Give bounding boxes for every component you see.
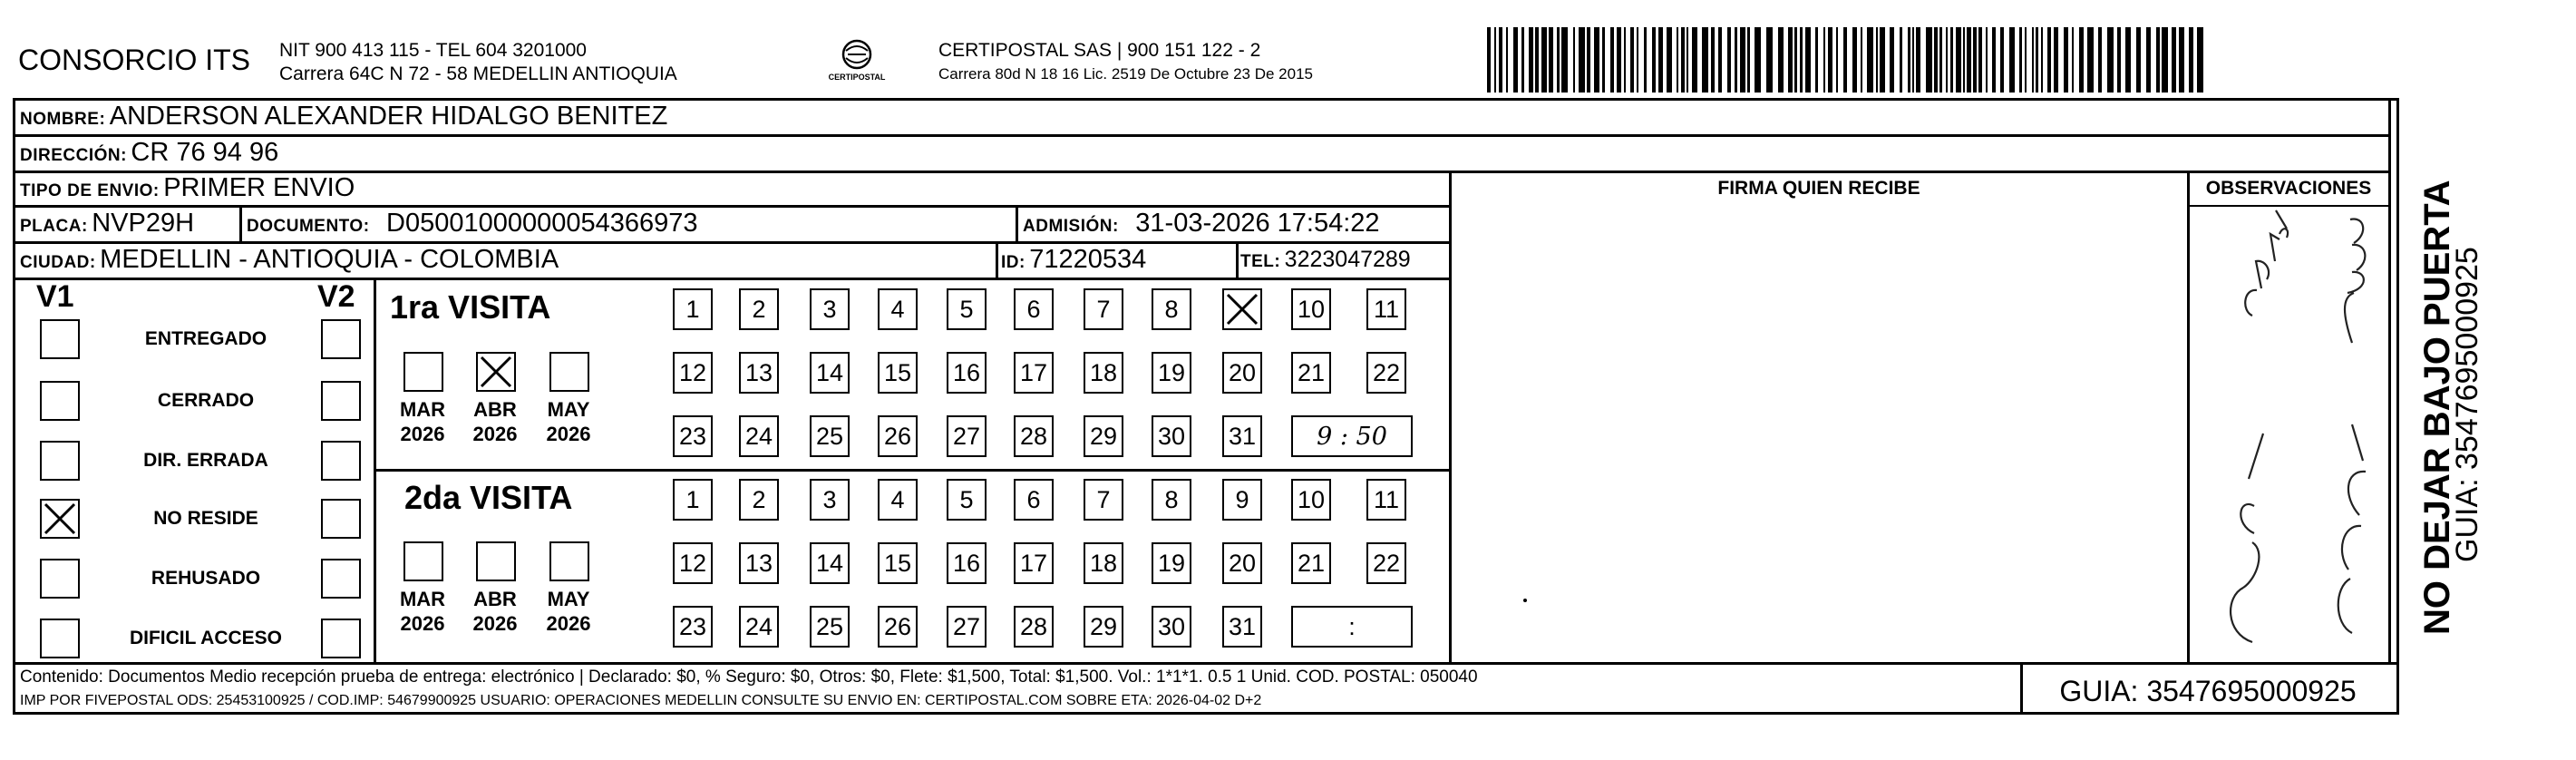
day-box[interactable]: 4 (878, 479, 918, 521)
documento-value: D05001000000054366973 (386, 209, 698, 238)
day-box[interactable]: 20 (1222, 352, 1262, 394)
v1-checkbox[interactable] (40, 619, 80, 658)
tel-row (1240, 247, 1411, 273)
day-box[interactable]: 26 (878, 415, 918, 457)
ciudad-label: CIUDAD: (20, 253, 96, 272)
footer-guia: GUIA: 3547695000925 (2059, 675, 2357, 707)
day-box[interactable]: 23 (673, 415, 713, 457)
admision-value: 31-03-2026 17:54:22 (1135, 209, 1380, 238)
day-box[interactable]: 29 (1084, 606, 1123, 648)
direccion-label: DIRECCIÓN: (20, 146, 127, 165)
day-box[interactable]: 1 (673, 288, 713, 330)
id-label: ID: (1001, 253, 1026, 272)
day-box[interactable]: 18 (1084, 542, 1123, 584)
month-label: ABR 2026 (472, 398, 518, 445)
ciudad-value: MEDELLIN - ANTIOQUIA - COLOMBIA (100, 245, 559, 274)
v2-checkbox[interactable] (321, 499, 361, 539)
day-box[interactable]: 25 (810, 606, 850, 648)
day-box[interactable]: 30 (1152, 606, 1191, 648)
day-box[interactable]: 31 (1222, 415, 1262, 457)
day-box[interactable]: 11 (1366, 288, 1406, 330)
logo-text: CERTIPOSTAL (828, 73, 886, 82)
day-box[interactable]: 16 (947, 352, 987, 394)
v2-checkbox[interactable] (321, 441, 361, 481)
day-box[interactable]: 12 (673, 542, 713, 584)
day-box[interactable]: 30 (1152, 415, 1191, 457)
month-label: MAR 2026 (399, 398, 446, 445)
month-label: MAR 2026 (399, 588, 446, 635)
day-box[interactable]: 21 (1291, 352, 1331, 394)
footer-line1: Contenido: Documentos Medio recepción prueba de entrega: electrónico | Declarado: $0, % Seguro: $0, Otros: $0, Flete: $1,500, Total: $1,500. Vol.: 1*1*1. 0.5 1 Unid. COD. POSTAL: 050040 (20, 667, 1478, 687)
placa-label: PLACA: (20, 217, 88, 236)
admision-row (1023, 209, 1380, 239)
direccion-value: CR 76 94 96 (131, 138, 279, 167)
status-label: ENTREGADO (144, 328, 267, 349)
day-box[interactable]: 13 (739, 542, 779, 584)
day-box[interactable]: 12 (673, 352, 713, 394)
time-box[interactable]: : (1291, 606, 1413, 648)
day-box[interactable]: 8 (1152, 479, 1191, 521)
day-box[interactable]: 8 (1152, 288, 1191, 330)
month-label: MAY 2026 (546, 588, 591, 635)
day-box[interactable]: 29 (1084, 415, 1123, 457)
day-box[interactable]: 14 (810, 352, 850, 394)
day-box[interactable] (1222, 288, 1262, 330)
time-box[interactable]: 9 : 50 (1291, 415, 1413, 457)
placa-row (20, 209, 194, 239)
barcode (1487, 27, 2212, 93)
v2-checkbox[interactable] (321, 559, 361, 599)
day-box[interactable]: 27 (947, 415, 987, 457)
admision-label: ADMISIÓN: (1023, 217, 1119, 236)
day-box[interactable]: 28 (1014, 606, 1054, 648)
v2-checkbox[interactable] (321, 381, 361, 421)
day-box[interactable]: 14 (810, 542, 850, 584)
month-checkbox[interactable] (549, 352, 589, 392)
observaciones-label: OBSERVACIONES (2205, 178, 2372, 199)
firma-box (1453, 207, 2185, 660)
day-box[interactable]: 17 (1014, 352, 1054, 394)
v1-checkbox[interactable] (40, 441, 80, 481)
v1-checkbox[interactable] (40, 559, 80, 599)
footer-line2: IMP POR FIVEPOSTAL ODS: 25453100925 / COD.IMP: 54679900925 USUARIO: OPERACIONES MEDELLIN CONSULTE SU ENVIO EN: CERTIPOSTAL.COM SOBRE ETA: 2026-04-02 D+2 (20, 693, 1262, 708)
month-checkbox[interactable] (476, 352, 516, 392)
day-box[interactable]: 9 (1222, 479, 1262, 521)
day-box[interactable]: 24 (739, 415, 779, 457)
day-box[interactable]: 16 (947, 542, 987, 584)
status-label: DIR. ERRADA (143, 450, 268, 471)
nombre-label: NOMBRE: (20, 110, 106, 129)
firma-label: FIRMA QUIEN RECIBE (1717, 178, 1920, 199)
day-box[interactable]: 19 (1152, 352, 1191, 394)
tel-value: 3223047289 (1284, 247, 1411, 272)
day-box[interactable]: 26 (878, 606, 918, 648)
day-box[interactable]: 21 (1291, 542, 1331, 584)
day-box[interactable]: 3 (810, 288, 850, 330)
v1-label: V1 (36, 279, 74, 314)
day-box[interactable]: 13 (739, 352, 779, 394)
day-box[interactable]: 23 (673, 606, 713, 648)
company-nit: NIT 900 413 115 - TEL 604 3201000 (279, 40, 587, 61)
tipo-label: TIPO DE ENVIO: (20, 181, 160, 200)
side-guia: GUIA: 3547695000925 (2450, 247, 2484, 562)
day-box[interactable]: 15 (878, 352, 918, 394)
v2-label: V2 (317, 279, 355, 314)
day-box[interactable]: 5 (947, 288, 987, 330)
placa-value: NVP29H (92, 209, 195, 238)
company-address: Carrera 64C N 72 - 58 MEDELLIN ANTIOQUIA (279, 63, 677, 84)
direccion-row (20, 138, 278, 168)
v2-checkbox[interactable] (321, 619, 361, 658)
day-box[interactable]: 2 (739, 479, 779, 521)
certi-address: Carrera 80d N 18 16 Lic. 2519 De Octubre 23 De 2015 (938, 65, 1313, 83)
day-box[interactable]: 22 (1366, 542, 1406, 584)
day-box[interactable]: 10 (1291, 288, 1331, 330)
month-label: ABR 2026 (472, 588, 518, 635)
month-label: MAY 2026 (546, 398, 591, 445)
day-box[interactable]: 3 (810, 479, 850, 521)
visita2-title: 2da VISITA (404, 479, 573, 516)
day-box[interactable]: 6 (1014, 288, 1054, 330)
day-box[interactable]: 27 (947, 606, 987, 648)
day-box[interactable]: 25 (810, 415, 850, 457)
documento-row (247, 209, 698, 239)
day-box[interactable]: 20 (1222, 542, 1262, 584)
day-box[interactable]: 18 (1084, 352, 1123, 394)
month-checkbox[interactable] (403, 352, 443, 392)
day-box[interactable]: 7 (1084, 288, 1123, 330)
day-box[interactable]: 24 (739, 606, 779, 648)
day-box[interactable]: 4 (878, 288, 918, 330)
day-box[interactable]: 11 (1366, 479, 1406, 521)
ciudad-row (20, 245, 559, 275)
status-label: DIFICIL ACCESO (129, 628, 282, 648)
tipo-row (20, 173, 355, 203)
day-box[interactable]: 5 (947, 479, 987, 521)
nombre-row (20, 102, 667, 132)
observaciones-handwriting (2189, 207, 2388, 660)
status-label: NO RESIDE (153, 508, 258, 529)
day-box[interactable]: 31 (1222, 606, 1262, 648)
day-box[interactable]: 7 (1084, 479, 1123, 521)
day-box[interactable]: 19 (1152, 542, 1191, 584)
company-name: CONSORCIO ITS (18, 44, 251, 76)
nombre-value: ANDERSON ALEXANDER HIDALGO BENITEZ (109, 102, 668, 131)
day-box[interactable]: 1 (673, 479, 713, 521)
v1-checkbox[interactable] (40, 319, 80, 359)
month-checkbox[interactable] (476, 541, 516, 581)
day-box[interactable]: 17 (1014, 542, 1054, 584)
month-checkbox[interactable] (549, 541, 589, 581)
day-box[interactable]: 10 (1291, 479, 1331, 521)
day-box[interactable]: 15 (878, 542, 918, 584)
visita1-title: 1ra VISITA (390, 288, 551, 326)
day-box[interactable]: 28 (1014, 415, 1054, 457)
side-warning: NO DEJAR BAJO PUERTA (2417, 180, 2457, 635)
day-box[interactable]: 6 (1014, 479, 1054, 521)
v2-checkbox[interactable] (321, 319, 361, 359)
v1-checkbox[interactable] (40, 499, 80, 539)
status-label: CERRADO (157, 390, 255, 411)
day-box[interactable]: 2 (739, 288, 779, 330)
id-row (1001, 245, 1146, 275)
month-checkbox[interactable] (403, 541, 443, 581)
v1-checkbox[interactable] (40, 381, 80, 421)
documento-label: DOCUMENTO: (247, 217, 370, 236)
tipo-value: PRIMER ENVIO (163, 173, 355, 202)
day-box[interactable]: 22 (1366, 352, 1406, 394)
certi-name: CERTIPOSTAL SAS | 900 151 122 - 2 (938, 40, 1261, 61)
tel-label: TEL: (1240, 252, 1281, 271)
id-value: 71220534 (1029, 245, 1147, 274)
status-label: REHUSADO (151, 568, 261, 589)
